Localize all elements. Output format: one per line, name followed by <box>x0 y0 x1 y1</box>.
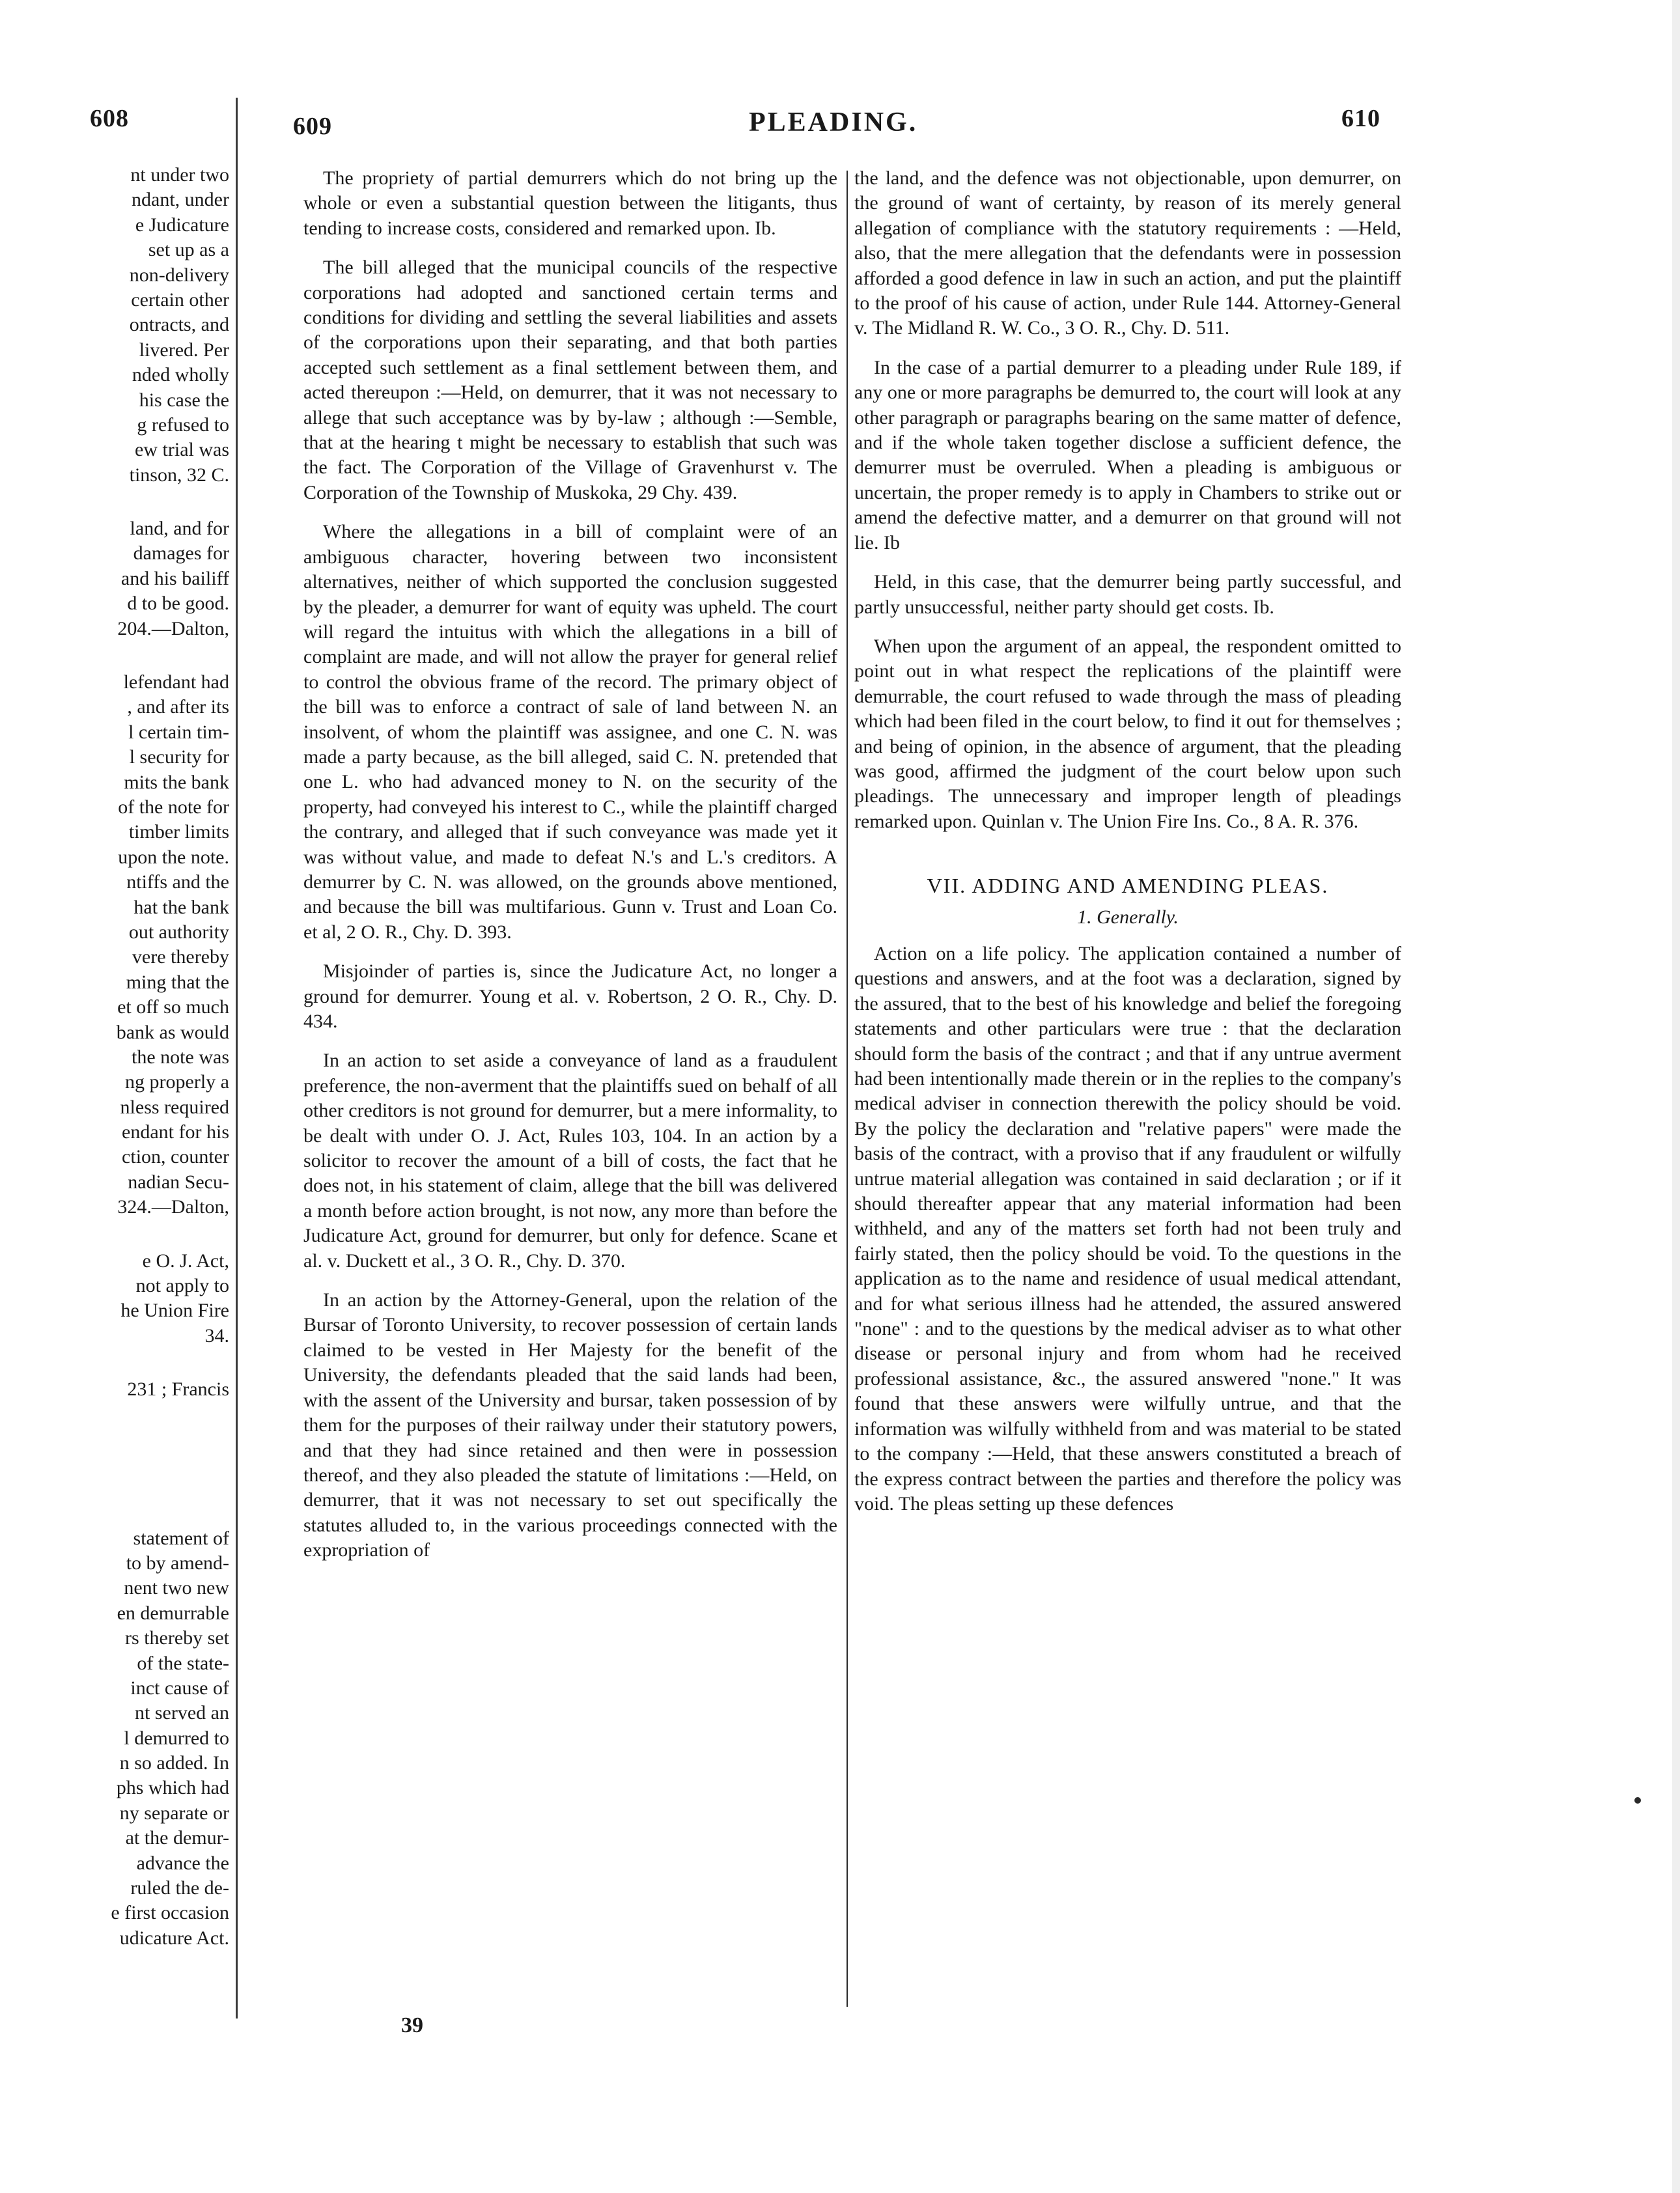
fragment-line: upon the note. <box>118 846 229 868</box>
fragment-line: nt under two <box>130 164 229 186</box>
paragraph: Held, in this case, that the demurrer being partly successful, and partly unsuccessful, neither party should get costs. Ib. <box>854 571 1401 618</box>
fragment-line: 204.—Dalton, <box>117 617 229 639</box>
fragment-line: ng properly a <box>125 1071 229 1093</box>
left-fragment-block <box>0 163 229 488</box>
fragment-line: e O. J. Act, <box>142 1250 229 1272</box>
paragraph: Where the allegations in a bill of complaint were of an ambiguous character, hovering between two inconsistent alternatives, neither of which supported the conclusion suggested by the pleader, a demurrer for want of equity was upheld. The court will regard the intuitus with which the allegations in a bill of complaint are made, and will not allow the prayer for general relief to control the obvious frame of the record. The primary object of the bill was to enforce a contract of sale of land between N. an insolvent, of whom the plaintiff was assignee, and one C. N. was made a party because, as the bill alleged, said C. N. pretended that one L. who had advanced money to N. on the security of the property, had conveyed his interest to C., while the plaintiff charged the contrary, and alleged that if such conveyance was made yet it was without value, and made to defeat N.'s and L.'s creditors. A demurrer by C. N. was allowed, on the grounds above mentioned, and because the bill was multifarious. Gunn v. Trust and Loan Co. et al, 2 O. R., Chy. D. 393. <box>303 521 837 943</box>
fragment-line: mits the bank <box>124 771 229 793</box>
fragment-line: his case the <box>139 389 229 411</box>
fragment-line: l security for <box>129 746 229 768</box>
fragment-line: l certain tim- <box>128 721 229 743</box>
fragment-line: vere thereby <box>132 946 229 968</box>
fragment-line: en demurrable <box>117 1602 229 1624</box>
fragment-line: he Union Fire <box>120 1300 229 1322</box>
fragment-line: at the demur- <box>125 1827 229 1849</box>
fragment-line: and his bailiff <box>120 567 229 589</box>
fragment-line: e Judicature <box>135 214 229 236</box>
left-page-fragment <box>0 163 229 1951</box>
fragment-line: ruled the de- <box>130 1877 229 1899</box>
fragment-line: rs thereby set <box>125 1627 229 1649</box>
left-fragment-block <box>0 1249 229 1349</box>
fragment-line: nadian Secu- <box>128 1171 229 1193</box>
fragment-line: non-delivery <box>129 264 229 286</box>
fragment-line: nded wholly <box>132 364 229 386</box>
fragment-line: et off so much <box>117 996 229 1018</box>
paragraph: When upon the argument of an appeal, the respondent omitted to point out in what respect the replications of the plaintiff were demurrable, the court refused to wade through the mass of pleading which had been filed in the court below, to find it out for themselves ; and being of opinion, in the absence of argument, that the pleading was good, affirmed the judgment of the court below upon such pleadings. The unnecessary and improper length of pleadings remarked upon. Quinlan v. The Union Fire Ins. Co., 8 A. R. 376. <box>854 635 1401 832</box>
fragment-line: l demurred to <box>124 1727 229 1749</box>
paragraph: Misjoinder of parties is, since the Judicature Act, no longer a ground for demurrer. Young et al. v. Robertson, 2 O. R., Chy. D. 434. <box>303 960 837 1032</box>
scan-speck <box>1634 1797 1641 1804</box>
fragment-line: to by amend- <box>126 1552 229 1574</box>
fragment-line: , and after its <box>127 696 229 718</box>
left-page-number: 608 <box>90 105 129 132</box>
paragraph: In an action to set aside a conveyance of land as a fraudulent preference, the non-averment that the plaintiffs sued on behalf of all other creditors is not ground for demurrer, but a mere informality, to be dealt with under O. J. Act, Rules 103, 104. In an action by a solicitor to recover the amount of a bill of costs, the fact that he does not, in his statement of claim, allege that the bill was delivered a month before action brought, is not now, any more than before the Judicature Act, ground for demurrer, but only for defence. Scane et al. v. Duckett et al., 3 O. R., Chy. D. 370. <box>303 1050 837 1272</box>
left-fragment-block <box>0 1377 229 1402</box>
fragment-line: endant for his <box>122 1121 229 1143</box>
left-fragment-block <box>0 1526 229 1951</box>
fragment-line: set up as a <box>148 239 229 261</box>
fragment-line: inct cause of <box>130 1677 229 1699</box>
fragment-line: d to be good. <box>127 593 229 615</box>
paragraph: In an action by the Attorney-General, upon the relation of the Bursar of Toronto University, to recover possession of certain lands claimed to be vested in Her Majesty for the benefit of the University, the defendants pleaded that the said lands had been, with the assent of the University and bursar, taken possession of by them for the purposes of their railway under their statutory powers, and that they had since retained and then were in possession thereof, and they also pleaded the statute of limitations :—Held, on demurrer, that it was not necessary to set out specifically the statutes alluded to, in the various proceedings connected with the expropriation of <box>303 1289 837 1561</box>
left-fragment-block <box>0 516 229 641</box>
paragraph: The bill alleged that the municipal councils of the respective corporations had adopted and sanctioned certain terms and conditions for dividing and settling the several liabilities and assets of the corporations upon their separating, and that both parties accepted such settlement as a final settlement between them, and acted thereupon :—Held, on demurrer, that it was not necessary to allege that such acceptance was by by-law ; although :—Semble, that at the hearing t might be necessary to establish that such was the fact. The Corporation of the Village of Gravenhurst v. The Corporation of the Township of Muskoka, 29 Chy. 439. <box>303 257 837 503</box>
fragment-line: bank as would <box>116 1021 229 1043</box>
fragment-line: of the state- <box>137 1652 229 1674</box>
fragment-line: phs which had <box>116 1777 229 1799</box>
fragment-line: nless required <box>120 1096 229 1118</box>
fragment-line: ming that the <box>126 971 229 993</box>
fragment-line: nt served an <box>135 1702 229 1724</box>
fragment-line: lefendant had <box>123 671 229 693</box>
fragment-line: not apply to <box>135 1275 229 1297</box>
fragment-line: 34. <box>204 1324 229 1347</box>
fragment-line: e first occasion <box>111 1902 229 1924</box>
fragment-line: hat the bank <box>133 896 229 918</box>
fragment-line: tinson, 32 C. <box>129 464 229 486</box>
fragment-line: certain other <box>131 288 229 311</box>
column-left <box>303 166 837 2009</box>
fragment-line: statement of <box>133 1527 229 1549</box>
fragment-line: g refused to <box>137 413 229 436</box>
fragment-line: ction, counter <box>122 1146 229 1168</box>
fragment-line: 231 ; Francis <box>127 1378 229 1401</box>
fragment-line: ndant, under <box>132 189 229 211</box>
fragment-line: of the note for <box>118 796 229 818</box>
subsection-heading: 1. Generally. <box>1077 906 1179 928</box>
fragment-line: ontracts, and <box>129 314 229 336</box>
fragment-line: livered. Per <box>139 339 229 361</box>
column-rule <box>847 171 848 2007</box>
column-right <box>854 166 1401 2009</box>
fragment-line: the note was <box>132 1046 229 1068</box>
scan-edge <box>1672 0 1680 2193</box>
left-fragment-block <box>0 670 229 1220</box>
fragment-line: timber limits <box>128 821 229 843</box>
fragment-line: damages for <box>133 542 229 565</box>
paragraph: The propriety of partial demurrers which do not bring up the whole or even a substantial question between the litigants, thus tending to increase costs, considered and remarked upon. Ib. <box>303 167 837 239</box>
running-head: PLEADING. <box>749 107 918 137</box>
fragment-line: advance the <box>136 1852 229 1874</box>
paragraph: the land, and the defence was not objectionable, upon demurrer, on the ground of want of certainty, by reason of its merely general allegation of compliance with the statutory requirements : —Held, also, that the mere allegation that the defendants were in possession afforded a good defence in law in such an action, and put the plaintiff to the proof of his cause of action, under Rule 144. Attorney-General v. The Midland R. W. Co., 3 O. R., Chy. D. 511. <box>854 167 1401 339</box>
section-heading: VII. ADDING AND AMENDING PLEAS. <box>927 874 1329 898</box>
fragment-line: ny separate or <box>119 1802 229 1824</box>
right-page-number: 610 <box>1341 105 1380 132</box>
fragment-line: n so added. In <box>119 1752 229 1774</box>
paragraph: Action on a life policy. The application contained a number of questions and answers, and at the foot was a declaration, signed by the assured, that to the best of his knowledge and belief the foregoing statements and other particulars were true : that the declaration should form the basis of the contract ; and that if any untrue averment had been intentionally made therein or in the replies to the company's medical adviser in connection therewith the policy should be void. By the policy the declaration and "relative papers" were made the basis of the contract, with a proviso that if any fraudulent or wilfully untrue material allegation was contained in said declaration ; or if it should thereafter appear that any material information had been withheld, and any of the matters set forth had not been truly and fairly stated, then the policy should be void. To the questions in the application as to the name and residence of usual medical attendant, and for what serious illness had he attended, the assured answered "none" : and to the questions by the medical adviser as to what other disease or personal injury and from whom had he received professional assistance, &c., the assured answered "none." It was found that these answers were wilfully untrue, and that the information was wilfully withheld from and was material to be stated to the company :—Held, that these answers constituted a breach of the express contract between the parties and therefore the policy was void. The pleas setting up these defences <box>854 942 1401 1515</box>
fragment-line: ntiffs and the <box>126 871 229 893</box>
signature-mark: 39 <box>401 2013 423 2037</box>
fragment-line: land, and for <box>130 518 229 540</box>
fragment-line: ew trial was <box>135 439 229 461</box>
page-number: 609 <box>293 113 332 140</box>
paragraph: In the case of a partial demurrer to a pleading under Rule 189, if any one or more paragraphs be demurred to, the court will look at any other paragraph or paragraphs bearing on the same matter of defence, and if the whole taken together disclose a sufficient defence, the demurrer must be overruled. When a pleading is ambiguous or uncertain, the proper remedy is to apply in Chambers to strike out or amend the defective matter, and a demurrer on that ground will not lie. Ib <box>854 356 1401 553</box>
book-spine-divider <box>236 98 238 2018</box>
fragment-line: 324.—Dalton, <box>117 1196 229 1218</box>
fragment-line: out authority <box>128 921 229 943</box>
fragment-line: udicature Act. <box>119 1927 229 1949</box>
fragment-line: nent two new <box>124 1577 229 1599</box>
